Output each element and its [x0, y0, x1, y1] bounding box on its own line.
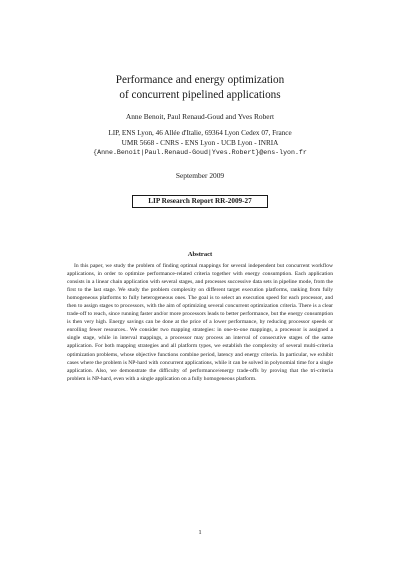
title-line-1: Performance and energy optimization: [115, 74, 285, 86]
affiliation-address: LIP, ENS Lyon, 46 Allée d'Italie, 69364 Lyon Cedex 07, France: [108, 129, 292, 137]
author-emails: {Anne.Benoit|Paul.Renaud-Goud|Yves.Robert}@ens-lyon.fr: [93, 149, 307, 156]
author-list: Anne Benoit, Paul Renaud-Goud and Yves Robert: [125, 112, 275, 121]
abstract-text: In this paper, we study the problem of finding optimal mappings for several independent but concurrent workflow applications, in order to optimize performance-related criteria together with energy consumption. Each application consists in a linear chain application with several stages, and processes successive data sets in pipeline mode, from the first to the last stage. We study the problem complexity on different target execution platforms, ranking from fully homogeneous platforms to fully heterogeneous ones. The goal is to select an execution speed for each processor, and then to assign stages to processors, with the aim of optimizing several concurrent optimization criteria. There is a clear trade-off to reach, since running faster and/or more processors leads to better performance, but the energy consumption is then very high. Energy savings can be done at the price of a lower performance, by reducing processor speeds or enrolling fewer resources.. We consider two mapping strategies: in one-to-one mappings, a processor is assigned a single stage, while in interval mappings, a processor may process an interval of consecutive stages of the same application. For both mapping strategies and all platform types, we establish the complexity of several multi-criteria optimization problems, whose objective functions combine period, latency and energy criteria. In particular, we exhibit cases where the problem is NP-hard with concurrent applications, while it can be solved in polynomial time for a single application. Also, we demonstrate the difficulty of performance/energy trade-offs by proving that the tri-criteria problem is NP-hard, even with a single application on a fully homogeneous platform.: [67, 263, 333, 382]
report-number-box: LIP Research Report RR-2009-27: [132, 195, 268, 208]
paper-title: [0, 73, 400, 103]
title-line-2: of concurrent pipelined applications: [119, 89, 281, 101]
page-number: 1: [198, 529, 202, 536]
affiliation-block: [0, 128, 400, 158]
abstract-heading: Abstract: [187, 251, 213, 258]
affiliation-institutions: UMR 5668 - CNRS - ENS Lyon - UCB Lyon - INRIA: [121, 139, 279, 147]
report-date: September 2009: [175, 171, 225, 180]
